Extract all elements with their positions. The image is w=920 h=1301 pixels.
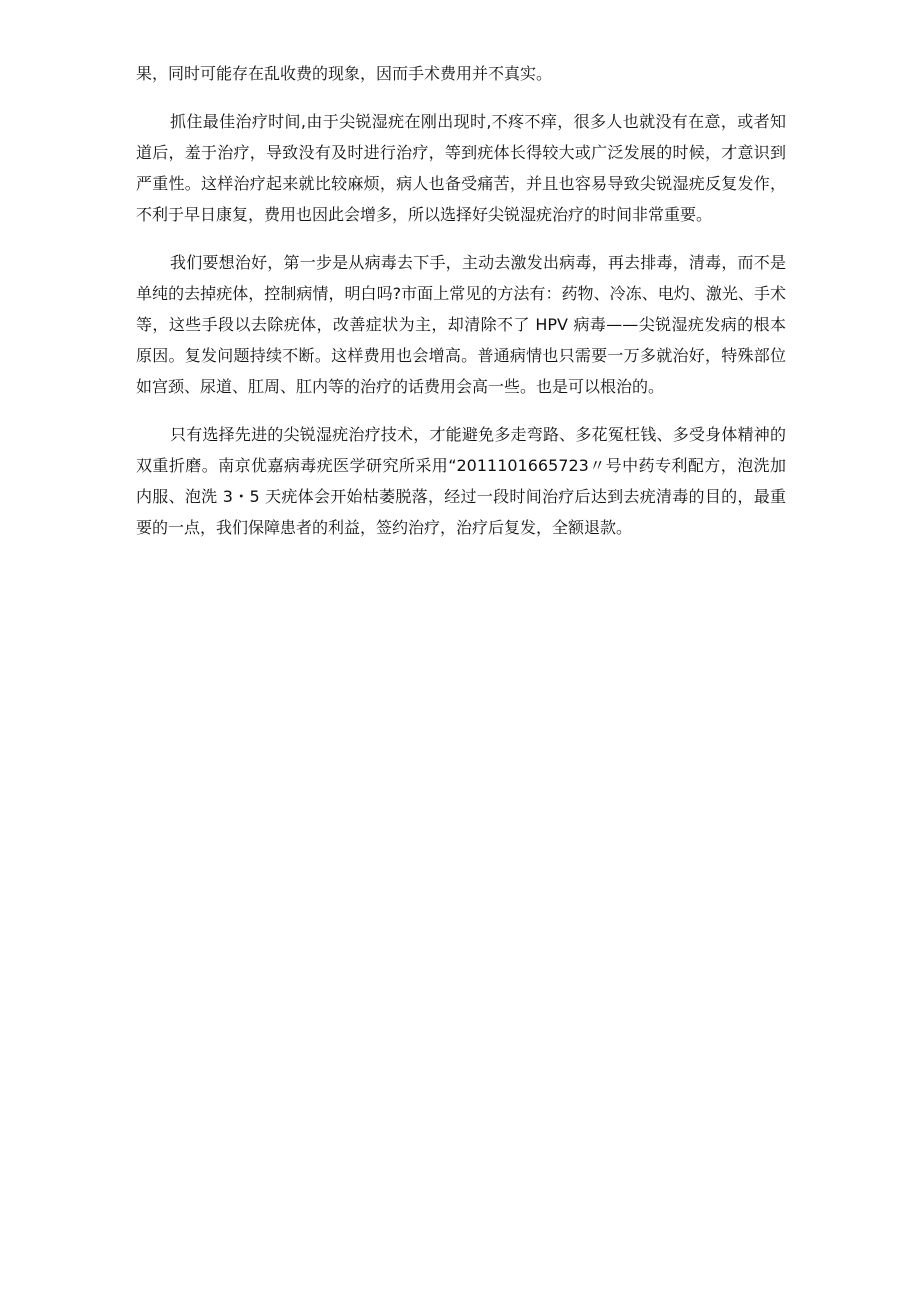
document-body — [136, 58, 786, 560]
paragraph-continuation: 果，同时可能存在乱收费的现象，因而手术费用并不真实。 — [136, 64, 553, 83]
paragraph-advanced-technique: 只有选择先进的尖锐湿疣治疗技术，才能避免多走弯路、多花冤枉钱、多受身体精神的双重折磨。南京优嘉病毒疣医学研究所采用“2011101665723〃号中药专利配方，泡洗加内服、泡洗 3・5 天疣体会开始枯萎脱落，经过一段时间治疗后达到去疣清毒的目的，最重要的一点，我们保障患者的利益，签约治疗，治疗后复发，全额退款。 — [136, 425, 786, 537]
paragraph-treatment-timing: 抓住最佳治疗时间,由于尖锐湿疣在刚出现时,不疼不痒，很多人也就没有在意，或者知道后，羞于治疗，导致没有及时进行治疗，等到疣体长得较大或广泛发展的时候，才意识到严重性。这样治疗起来就比较麻烦，病人也备受痛苦，并且也容易导致尖锐湿疣反复发作，不利于早日康复，费用也因此会增多，所以选择好尖锐湿疣治疗的时间非常重要。 — [136, 112, 786, 224]
paragraph-treatment-methods: 我们要想治好，第一步是从病毒去下手，主动去激发出病毒，再去排毒，清毒，而不是单纯的去掉疣体，控制病情，明白吗?市面上常见的方法有：药物、冷冻、电灼、激光、手术等，这些手段以去除疣体，改善症状为主，却清除不了 HPV 病毒——尖锐湿疣发病的根本原因。复发问题持续不断。这样费用也会增高。普通病情也只需要一万多就治好，特殊部位如宫颈、尿道、肛周、肛内等的治疗的话费用会高一些。也是可以根治的。 — [136, 253, 786, 396]
